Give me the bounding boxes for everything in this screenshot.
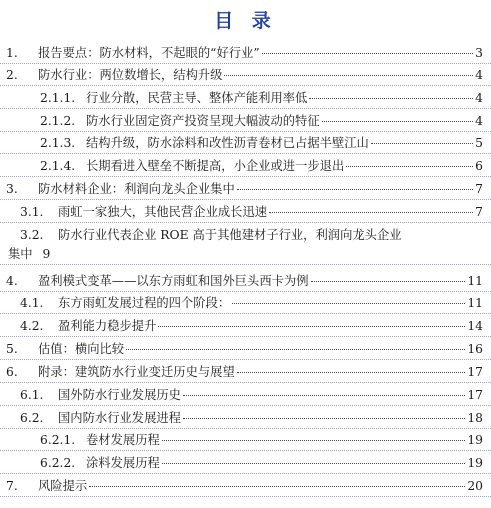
toc-entry-text: 防水材料企业：利润向龙头企业集中 xyxy=(38,182,235,196)
toc-title: 目 录 xyxy=(214,10,277,32)
divider xyxy=(0,496,491,497)
toc-entry-number: 2.1.1. xyxy=(40,91,76,105)
toc-entry-text: 防水行业：两位数增长，结构升级 xyxy=(38,68,223,82)
divider xyxy=(0,450,491,451)
toc-entry-text: 防水行业代表企业 ROE 高于其他建材子行业，利润向龙头企业 xyxy=(58,228,402,242)
dot-leader xyxy=(262,53,474,54)
toc-entry[interactable] xyxy=(6,479,483,494)
dot-leader xyxy=(162,463,466,464)
divider xyxy=(0,291,491,292)
dot-leader xyxy=(224,75,473,76)
toc-entry[interactable] xyxy=(6,365,483,380)
toc-entry-text: 国外防水行业发展历史 xyxy=(58,388,181,402)
toc-entry-page: 6 xyxy=(475,159,483,173)
toc-entry[interactable] xyxy=(6,274,483,289)
dot-leader xyxy=(158,326,465,327)
toc-entry-page: 20 xyxy=(467,479,483,493)
toc-entry-number: 3.2. xyxy=(20,228,44,242)
dot-leader xyxy=(269,212,473,213)
toc-entry-number: 6.2. xyxy=(20,411,44,425)
toc-entry-page: 18 xyxy=(467,411,483,425)
divider xyxy=(0,153,491,154)
toc-entry-page: 9 xyxy=(42,247,51,261)
divider xyxy=(0,313,491,314)
toc-entry-text: 盈利能力稳步提升 xyxy=(58,319,157,333)
divider xyxy=(0,359,491,360)
divider xyxy=(0,473,491,474)
divider xyxy=(0,131,491,132)
dot-leader xyxy=(237,189,473,190)
divider xyxy=(0,336,491,337)
toc-entry[interactable] xyxy=(40,159,483,174)
toc-entry[interactable] xyxy=(6,46,483,61)
toc-entry-text: 国内防水行业发展进程 xyxy=(58,411,181,425)
toc-entry[interactable] xyxy=(20,388,483,403)
toc-entry[interactable] xyxy=(20,228,402,243)
divider xyxy=(0,85,491,86)
toc-entry-text: 东方雨虹发展过程的四个阶段： xyxy=(58,296,231,310)
toc-entry[interactable] xyxy=(20,205,483,220)
toc-entry-number: 2.1.4. xyxy=(40,159,76,173)
divider xyxy=(0,176,491,177)
dot-leader xyxy=(232,303,465,304)
toc-entry-page: 19 xyxy=(467,433,483,447)
toc-entry-continuation[interactable] xyxy=(8,247,50,262)
toc-entry-page: 5 xyxy=(475,136,483,150)
toc-entry-number: 7. xyxy=(6,479,18,493)
toc-entry[interactable] xyxy=(6,68,483,83)
toc-entry-text: 涂料发展历程 xyxy=(86,456,160,470)
divider xyxy=(0,63,491,64)
toc-entry[interactable] xyxy=(40,114,483,129)
dot-leader xyxy=(89,486,465,487)
divider xyxy=(0,108,491,109)
divider xyxy=(0,222,491,223)
dot-leader xyxy=(183,395,465,396)
toc-entry-number: 1. xyxy=(6,46,18,60)
dot-leader xyxy=(183,418,465,419)
toc-entry-text: 附录：建筑防水行业变迁历史与展望 xyxy=(38,365,235,379)
toc-entry-number: 4.2. xyxy=(20,319,44,333)
toc-entry-number: 3.1. xyxy=(20,205,44,219)
toc-entry-number: 3. xyxy=(6,182,18,196)
toc-entry-page: 11 xyxy=(467,274,483,288)
toc-entry-text-continued: 集中 xyxy=(8,247,33,261)
toc-entry[interactable] xyxy=(20,411,483,426)
toc-entry-page: 17 xyxy=(467,365,483,379)
toc-entry-number: 6.1. xyxy=(20,388,44,402)
toc-entry-page: 3 xyxy=(475,46,483,60)
dot-leader xyxy=(371,143,473,144)
dot-leader xyxy=(309,98,473,99)
toc-entry-number: 2.1.2. xyxy=(40,114,76,128)
dot-leader xyxy=(346,166,473,167)
toc-entry-text: 长期看进入壁垒不断提高，小企业或进一步退出 xyxy=(86,159,345,173)
toc-entry-page: 4 xyxy=(475,68,483,82)
toc-entry-number: 2. xyxy=(6,68,18,82)
dot-leader xyxy=(162,440,466,441)
toc-entry-number: 5. xyxy=(6,342,18,356)
dot-leader xyxy=(311,281,466,282)
divider xyxy=(0,199,491,200)
toc-entry[interactable] xyxy=(40,91,483,106)
toc-entry-number: 2.1.3. xyxy=(40,136,76,150)
toc-entry[interactable] xyxy=(6,182,483,197)
toc-entry-text: 盈利模式变革——以东方雨虹和国外巨头西卡为例 xyxy=(38,274,309,288)
toc-entry-number: 6. xyxy=(6,365,18,379)
divider xyxy=(0,382,491,383)
toc-entry-page: 14 xyxy=(467,319,483,333)
toc-entry-text: 风险提示 xyxy=(38,479,88,493)
toc-entry[interactable] xyxy=(40,136,483,151)
toc-entry-page: 7 xyxy=(475,182,483,196)
toc-entry-page: 7 xyxy=(475,205,483,219)
toc-entry[interactable] xyxy=(20,319,483,334)
dot-leader xyxy=(322,121,474,122)
toc-entry-text: 行业分散，民营主导、整体产能利用率低 xyxy=(86,91,308,105)
divider xyxy=(0,428,491,429)
toc-entry-text: 报告要点：防水材料，不起眼的“好行业” xyxy=(38,46,260,60)
toc-entry-page: 11 xyxy=(467,296,483,310)
toc-entry[interactable] xyxy=(6,342,483,357)
toc-entry[interactable] xyxy=(40,456,483,471)
toc-entry-text: 结构升级，防水涂料和改性沥青卷材已占据半壁江山 xyxy=(86,136,369,150)
toc-entry-page: 17 xyxy=(467,388,483,402)
toc-entry[interactable] xyxy=(20,296,483,311)
toc-entry-page: 19 xyxy=(467,456,483,470)
divider xyxy=(0,405,491,406)
toc-entry-text: 估值：横向比较 xyxy=(38,342,125,356)
toc-entry-page: 4 xyxy=(475,91,483,105)
toc-entry-page: 4 xyxy=(475,114,483,128)
toc-entry-number: 4.1. xyxy=(20,296,44,310)
dot-leader xyxy=(237,372,466,373)
divider xyxy=(0,264,491,265)
toc-entry-number: 4. xyxy=(6,274,18,288)
toc-entry-page: 16 xyxy=(467,342,483,356)
toc-entry-text: 雨虹一家独大，其他民营企业成长迅速 xyxy=(58,205,268,219)
toc-entry[interactable] xyxy=(40,433,483,448)
toc-entry-text: 卷材发展历程 xyxy=(86,433,160,447)
dot-leader xyxy=(126,349,465,350)
toc-entry-number: 6.2.1. xyxy=(40,433,76,447)
toc-entry-number: 6.2.2. xyxy=(40,456,76,470)
toc-entry-text: 防水行业固定资产投资呈现大幅波动的特征 xyxy=(86,114,320,128)
